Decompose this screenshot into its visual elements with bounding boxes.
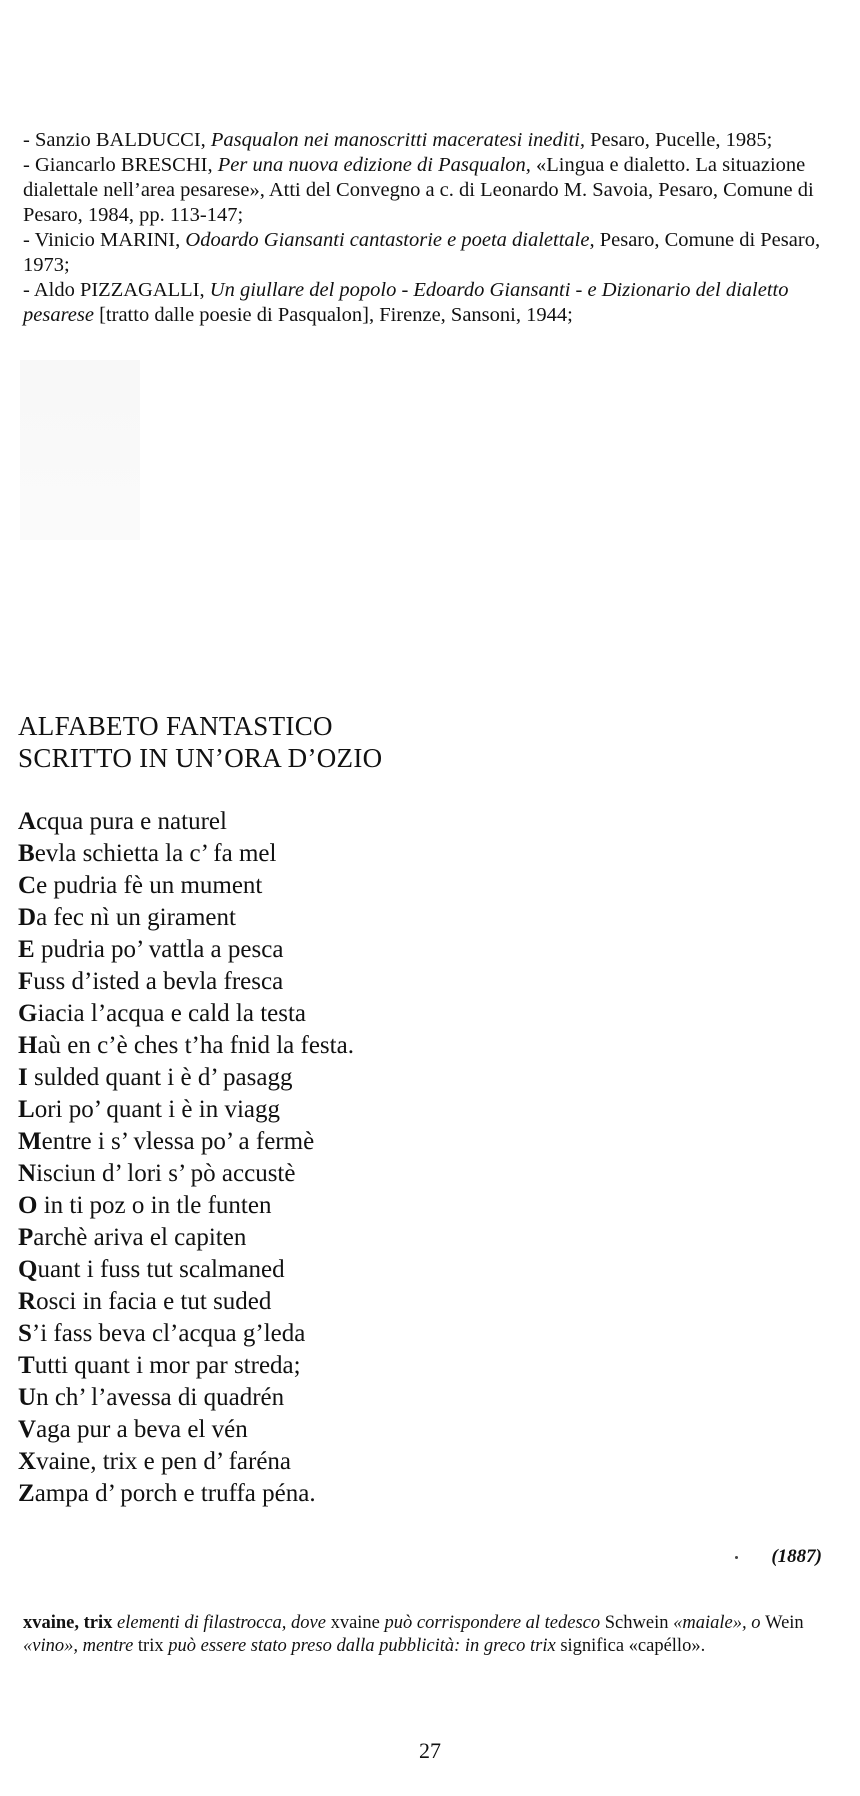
verse-initial: B	[18, 840, 35, 867]
poem-verses	[18, 806, 354, 1510]
verse-initial: C	[18, 872, 37, 899]
verse-line: Xvaine, trix e pen d’ faréna	[18, 1448, 292, 1475]
verse-line: E pudria po’ vattla a pesca	[18, 936, 284, 963]
verse-initial: F	[18, 968, 34, 995]
verse-initial: T	[18, 1352, 35, 1379]
verse-line: Ce pudria fè un mument	[18, 872, 263, 899]
verse-line: Quant i fuss tut scalmaned	[18, 1256, 285, 1283]
verse-line: O in ti poz o in tle funten	[18, 1192, 272, 1219]
page-number: 27	[419, 1738, 441, 1763]
verse-initial: O	[18, 1192, 38, 1219]
verse-initial: U	[18, 1384, 37, 1411]
verse-initial: P	[18, 1224, 34, 1251]
verse-initial: V	[18, 1416, 37, 1443]
verse-initial: R	[18, 1288, 37, 1315]
poem-title-line: ALFABETO FANTASTICO	[18, 711, 333, 741]
verse-initial: N	[18, 1160, 37, 1187]
bibliography-entry: - Sanzio BALDUCCI, Pasqualon nei manoscritti maceratesi inediti, Pesaro, Pucelle, 1985;	[23, 129, 773, 151]
verse-line: Giacia l’acqua e cald la testa	[18, 1000, 307, 1027]
verse-line: Bevla schietta la c’ fa mel	[18, 840, 277, 867]
poem-date: (1887)	[771, 1546, 822, 1567]
bibliography-entry: - Vinicio MARINI, Odoardo Giansanti cantastorie e poeta dialettale, Pesaro, Comune di Pesaro, 1973;	[23, 229, 821, 276]
verse-initial: Q	[18, 1256, 38, 1283]
verse-line: Lori po’ quant i è in viagg	[18, 1096, 280, 1123]
poem-title-line: SCRITTO IN UN’ORA D’OZIO	[18, 743, 383, 773]
verse-initial: H	[18, 1032, 38, 1059]
verse-line: Nisciun d’ lori s’ pò accustè	[18, 1160, 296, 1187]
verse-initial: G	[18, 1000, 38, 1027]
verse-initial: S	[18, 1320, 32, 1347]
poem-title	[18, 710, 382, 774]
verse-initial: D	[18, 904, 37, 931]
verse-line: S’i fass beva cl’acqua g’leda	[18, 1320, 306, 1347]
dot-mark	[735, 1556, 738, 1559]
verse-initial: X	[18, 1448, 37, 1475]
verse-initial: L	[18, 1096, 35, 1123]
verse-line: Mentre i s’ vlessa po’ a fermè	[18, 1128, 315, 1155]
verse-line: Parchè ariva el capiten	[18, 1224, 247, 1251]
verse-line: Vaga pur a beva el vén	[18, 1416, 248, 1443]
verse-initial: E	[18, 936, 35, 963]
verse-line: Tutti quant i mor par streda;	[18, 1352, 301, 1379]
verse-line: Un ch’ l’avessa di quadrén	[18, 1384, 285, 1411]
verse-line: Acqua pura e naturel	[18, 808, 227, 835]
bleed-through-shadow	[20, 360, 140, 540]
verse-line: Da fec nì un girament	[18, 904, 236, 931]
bibliography-entry: - Aldo PIZZAGALLI, Un giullare del popolo - Edoardo Giansanti - e Dizionario del dialetto pesarese [tratto dalle poesie di Pasqualon], Firenze, Sansoni, 1944;	[23, 279, 789, 326]
verse-initial: Z	[18, 1480, 35, 1507]
verse-initial: I	[18, 1064, 28, 1091]
verse-initial: M	[18, 1128, 42, 1155]
bibliography-entry: - Giancarlo BRESCHI, Per una nuova edizione di Pasqualon, «Lingua e dialetto. La situazione dialettale nell’area pesarese», Atti del Convegno a c. di Leonardo M. Savoia, Pesaro, Comune di Pesaro, 1984, pp. 113-147;	[23, 154, 814, 226]
verse-line: Rosci in facia e tut suded	[18, 1288, 272, 1315]
verse-line: Zampa d’ porch e truffa péna.	[18, 1480, 316, 1507]
footnote-term: xvaine, trix	[23, 1613, 113, 1633]
verse-initial: A	[18, 808, 37, 835]
verse-line: Fuss d’isted a bevla fresca	[18, 968, 284, 995]
verse-line: Haù en c’è ches t’ha fnid la festa.	[18, 1032, 354, 1059]
bibliography	[23, 128, 835, 328]
verse-line: I sulded quant i è d’ pasagg	[18, 1064, 293, 1091]
footnote: xvaine, trix elementi di filastrocca, dove xvaine può corrispondere al tedesco Schwein «maiale», o Wein «vino», mentre trix può essere stato preso dalla pubblicità: in greco trix significa «capéllo».	[23, 1613, 804, 1656]
